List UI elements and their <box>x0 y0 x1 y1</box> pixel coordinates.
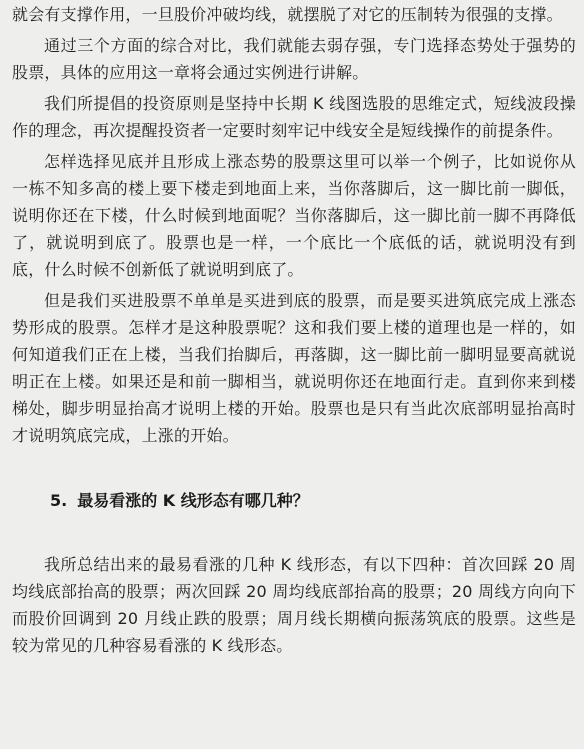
paragraph-kline-patterns: 我所总结出来的最易看涨的几种 K 线形态，有以下四种：首次回踩 20 周均线底部抬高的股票；两次回踩 20 周均线底部抬高的股票；20 周线方向向下而股价回调到 20 月线止跌的股票；周月线长期横向振荡筑底的股票。这些是较为常见的几种容易看涨的 K 线形态。 <box>12 555 576 655</box>
document-page <box>0 1 584 749</box>
section-number: 5. <box>50 491 68 510</box>
paragraph-stairs-up: 但是我们买进股票不单单是买进到底的股票，而是要买进筑底完成上涨态势形成的股票。怎样才是这种股票呢？这和我们要上楼的道理也是一样的，如何知道我们正在上楼，当我们抬脚后，再落脚，这一脚比前一脚明显要高就说明正在上楼。如果还是和前一脚相当，就说明你还在地面行走。直到你来到楼梯处，脚步明显抬高才说明上楼的开始。股票也是只有当此次底部明显抬高时才说明筑底完成，上涨的开始。 <box>12 291 576 445</box>
section-heading <box>12 487 576 514</box>
paragraph-compare: 通过三个方面的综合对比，我们就能去弱存强，专门选择态势处于强势的股票，具体的应用这一章将会通过实例进行讲解。 <box>12 36 576 82</box>
section-title: 最易看涨的 K 线形态有哪几种？ <box>77 491 309 510</box>
paragraph-support: 就会有支撑作用，一旦股价冲破均线，就摆脱了对它的压制转为很强的支撑。 <box>12 5 563 24</box>
paragraph-stairs-down: 怎样选择见底并且形成上涨态势的股票这里可以举一个例子，比如说你从一栋不知多高的楼上要下楼走到地面上来，当你落脚后，这一脚比前一脚低，说明你还在下楼，什么时候到地面呢？当你落脚后，这一脚比前一脚不再降低了，就说明到底了。股票也是一样，一个底比一个底低的话，就说明没有到底，什么时候不创新低了就说明到底了。 <box>12 152 576 279</box>
paragraph-principle: 我们所提倡的投资原则是坚持中长期 K 线图选股的思维定式，短线波段操作的理念，再次提醒投资者一定要时刻牢记中线安全是短线操作的前提条件。 <box>12 94 576 140</box>
